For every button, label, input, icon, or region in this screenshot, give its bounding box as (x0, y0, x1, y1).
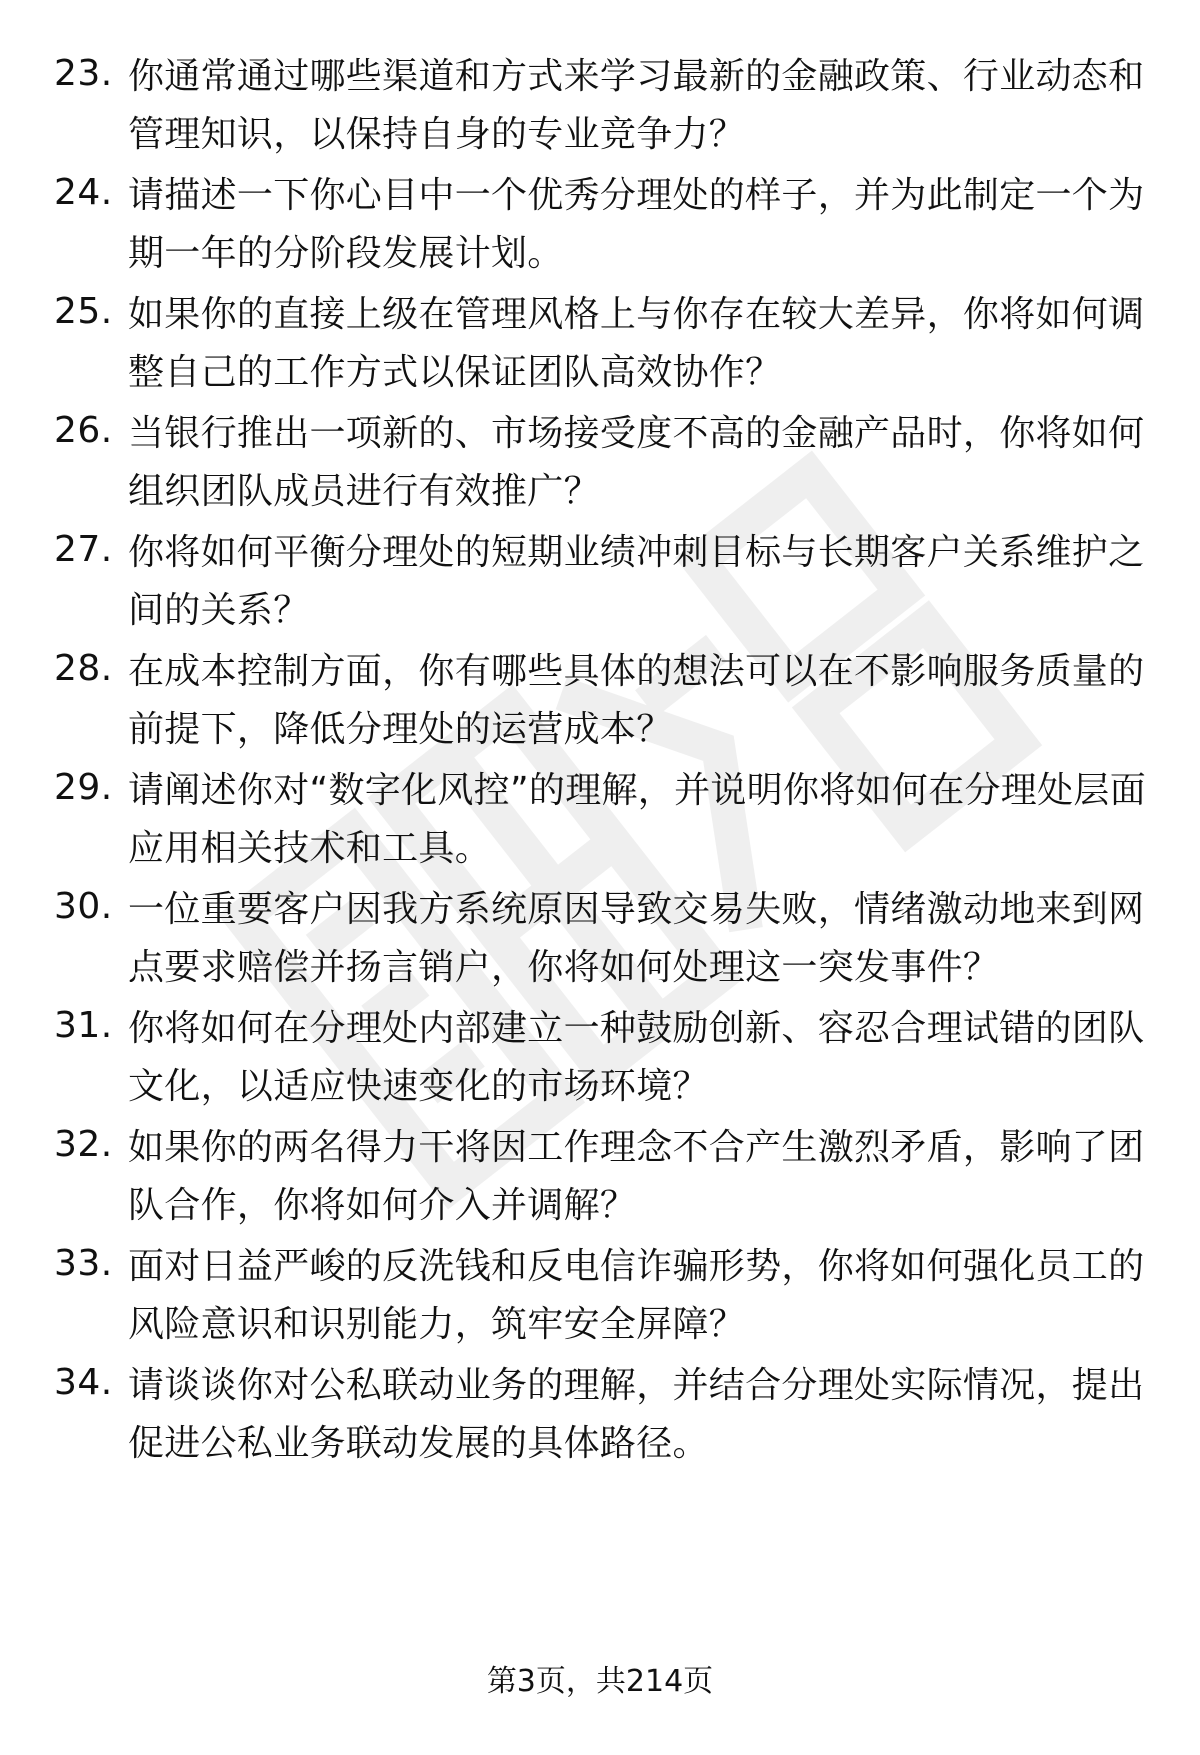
question-text: 你将如何平衡分理处的短期业绩冲刺目标与长期客户关系维护之间的关系？ (128, 532, 1145, 631)
question-number: 24. (54, 172, 113, 213)
page-number-footer: 第3页，共214页 (486, 1664, 714, 1699)
question-number: 34. (54, 1362, 113, 1403)
question-text: 当银行推出一项新的、市场接受度不高的金融产品时，你将如何组织团队成员进行有效推广？ (128, 413, 1145, 512)
question-number: 32. (54, 1124, 113, 1165)
question-text: 如果你的直接上级在管理风格上与你存在较大差异，你将如何调整自己的工作方式以保证团队高效协作？ (128, 294, 1145, 393)
question-number: 25. (54, 291, 113, 332)
question-number: 30. (54, 886, 113, 927)
question-text: 一位重要客户因我方系统原因导致交易失败，情绪激动地来到网点要求赔偿并扬言销户，你将如何处理这一突发事件？ (128, 889, 1145, 988)
question-number: 23. (54, 53, 113, 94)
question-number: 29. (54, 767, 113, 808)
question-number: 33. (54, 1243, 113, 1284)
question-number: 31. (54, 1005, 113, 1046)
question-text: 请描述一下你心目中一个优秀分理处的样子，并为此制定一个为期一年的分阶段发展计划。 (128, 175, 1145, 274)
question-number: 26. (54, 410, 113, 451)
question-text: 请阐述你对“数字化风控”的理解，并说明你将如何在分理处层面应用相关技术和工具。 (128, 770, 1147, 869)
question-text: 你将如何在分理处内部建立一种鼓励创新、容忍合理试错的团队文化，以适应快速变化的市场环境？ (128, 1008, 1145, 1107)
question-number: 28. (54, 648, 113, 689)
question-text: 你通常通过哪些渠道和方式来学习最新的金融政策、行业动态和管理知识，以保持自身的专业竞争力？ (128, 56, 1145, 155)
question-number: 27. (54, 529, 113, 570)
question-text: 面对日益严峻的反洗钱和反电信诈骗形势，你将如何强化员工的风险意识和识别能力，筑牢安全屏障？ (128, 1246, 1145, 1345)
question-text: 在成本控制方面，你有哪些具体的想法可以在不影响服务质量的前提下，降低分理处的运营成本？ (128, 651, 1145, 750)
question-text: 请谈谈你对公私联动业务的理解，并结合分理处实际情况，提出促进公私业务联动发展的具体路径。 (128, 1365, 1145, 1464)
question-text: 如果你的两名得力干将因工作理念不合产生激烈矛盾，影响了团队合作，你将如何介入并调解？ (128, 1127, 1145, 1226)
